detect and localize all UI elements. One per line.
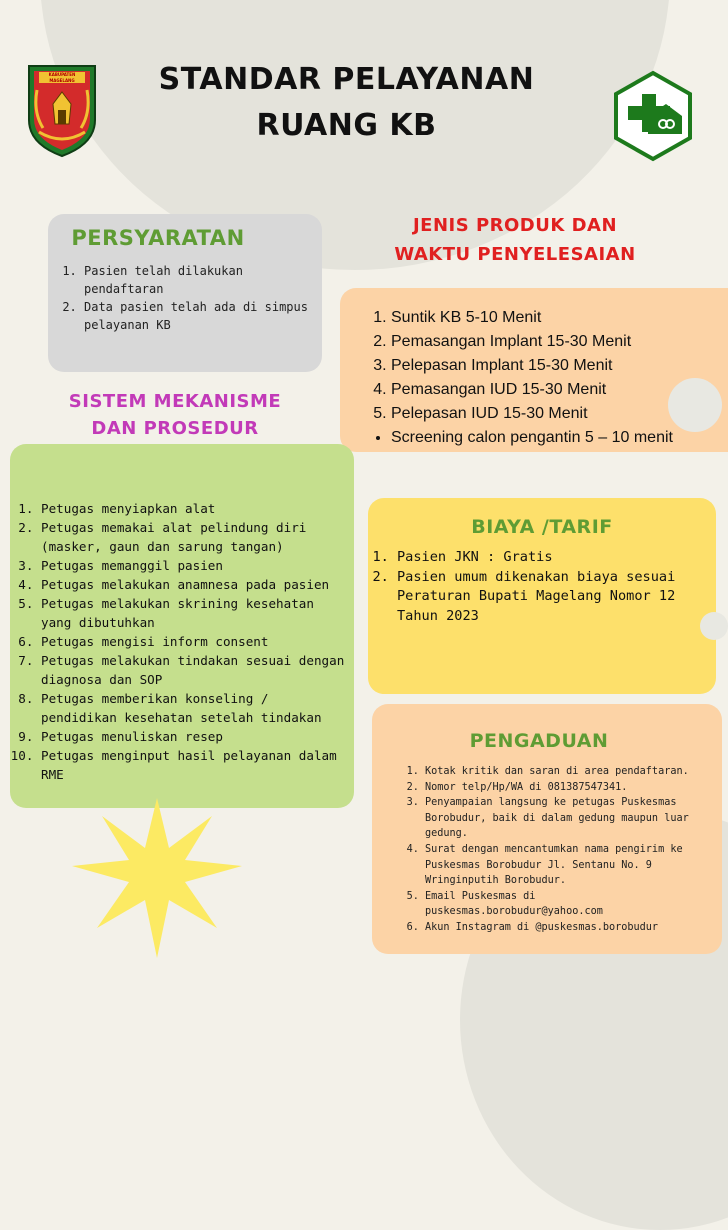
jenis-produk-item: 3. Pelepasan Implant 15-30 Menit (391, 354, 721, 378)
biaya-heading: BIAYA /TARIF (471, 516, 613, 538)
sistem-item: 8. Petugas memberikan konseling / pendidikan kesehatan setelah tindakan (41, 689, 351, 727)
persyaratan-item: 2. Data pasien telah ada di simpus pelayanan KB (84, 298, 320, 334)
pengaduan-list (425, 764, 715, 936)
persyaratan-list (84, 262, 320, 334)
jenis-produk-heading-line2: WAKTU PENYELESAIAN (394, 244, 636, 265)
page-title-line1: STANDAR PELAYANAN (158, 62, 535, 97)
sistem-item: 7. Petugas melakukan tindakan sesuai dengan diagnosa dan SOP (41, 651, 351, 689)
pengaduan-item: 4. Surat dengan mencantumkan nama pengirim ke Puskesmas Borobudur Jl. Sentanu No. 9 Wringinputih Borobudur. (425, 842, 715, 889)
biaya-item: 2. Pasien umum dikenakan biaya sesuai Peraturan Bupati Magelang Nomor 12 Tahun 2023 (397, 568, 715, 627)
pengaduan-item: 2. Nomor telp/Hp/WA di 081387547341. (425, 780, 715, 796)
pengaduan-item: 5. Email Puskesmas di puskesmas.borobudur@yahoo.com (425, 889, 715, 920)
biaya-list (397, 548, 715, 626)
sistem-item: 9. Petugas menuliskan resep (41, 727, 351, 746)
jenis-produk-item: 5. Pelepasan IUD 15-30 Menit (391, 402, 721, 426)
jenis-produk-bullet-list (391, 426, 721, 450)
emblem-text-kabupaten: KABUPATEN (48, 72, 76, 77)
jenis-produk-list (391, 306, 721, 426)
pengaduan-item: 3. Penyampaian langsung ke petugas Puskesmas Borobudur, baik di dalam gedung maupun luar gedung. (425, 795, 715, 842)
sistem-list (41, 499, 351, 784)
sistem-item: 5. Petugas melakukan skrining kesehatan yang dibutuhkan (41, 594, 351, 632)
emblem-text-magelang: MAGELANG (49, 78, 75, 83)
sistem-heading-line1: SISTEM MEKANISME (68, 391, 282, 412)
sistem-item: 2. Petugas memakai alat pelindung diri (masker, gaun dan sarung tangan) (41, 518, 351, 556)
jenis-produk-item: 1. Suntik KB 5-10 Menit (391, 306, 721, 330)
jenis-produk-bullet-item: • Screening calon pengantin 5 – 10 menit (391, 426, 721, 450)
page-title-line2: RUANG KB (256, 108, 437, 143)
puskesmas-logo-icon (612, 70, 694, 162)
sistem-item: 6. Petugas mengisi inform consent (41, 632, 351, 651)
sistem-heading-line2: DAN PROSEDUR (91, 418, 259, 439)
pengaduan-item: 6. Akun Instagram di @puskesmas.borobudur (425, 920, 715, 936)
sistem-item: 3. Petugas memanggil pasien (41, 556, 351, 575)
persyaratan-item: 1. Pasien telah dilakukan pendaftaran (84, 262, 320, 298)
sistem-item: 1. Petugas menyiapkan alat (41, 499, 351, 518)
pengaduan-item: 1. Kotak kritik dan saran di area pendaftaran. (425, 764, 715, 780)
jenis-produk-item: 4. Pemasangan IUD 15-30 Menit (391, 378, 721, 402)
persyaratan-heading: PERSYARATAN (71, 226, 245, 250)
star-decoration-icon (72, 798, 242, 958)
biaya-item: 1. Pasien JKN : Gratis (397, 548, 715, 568)
pengaduan-heading: PENGADUAN (469, 730, 609, 752)
sistem-item: 10. Petugas menginput hasil pelayanan dalam RME (41, 746, 351, 784)
sistem-item: 4. Petugas melakukan anamnesa pada pasien (41, 575, 351, 594)
jenis-produk-heading-line1: JENIS PRODUK DAN (412, 215, 618, 236)
jenis-produk-item: 2. Pemasangan Implant 15-30 Menit (391, 330, 721, 354)
